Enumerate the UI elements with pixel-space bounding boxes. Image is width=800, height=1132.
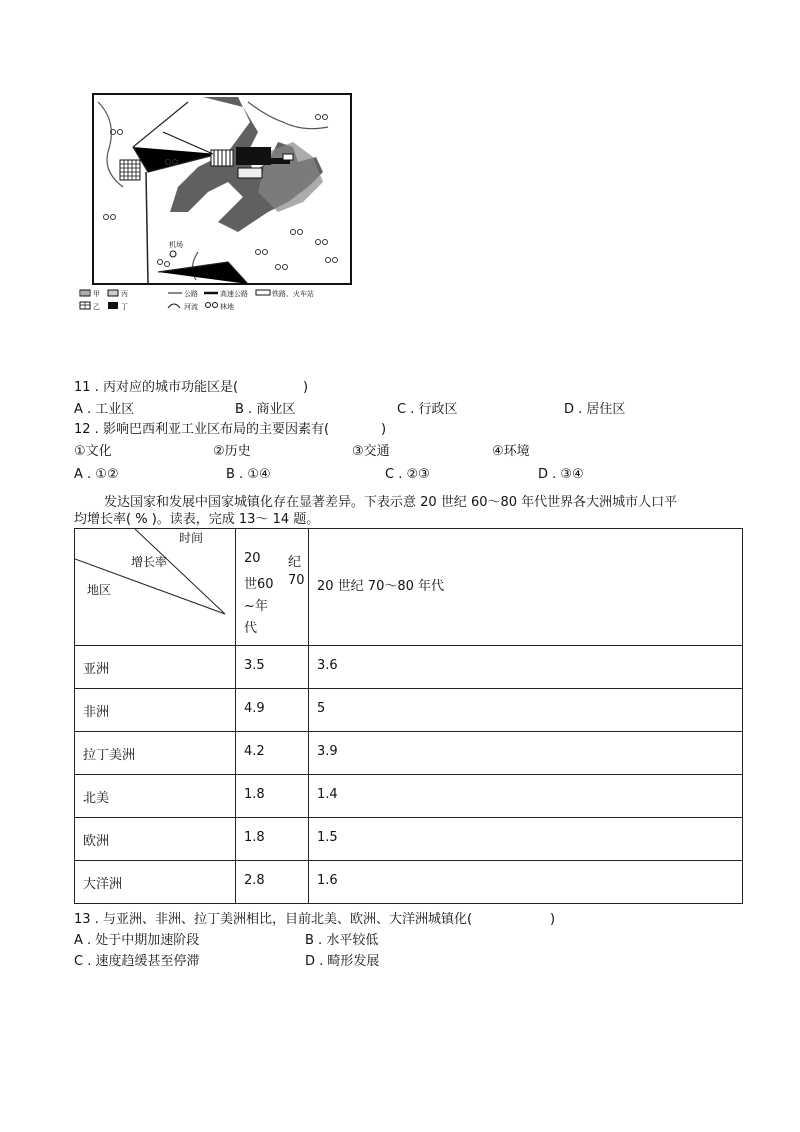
zone-ding: [236, 147, 271, 165]
legend-forest: 林地: [220, 303, 234, 311]
q12-option-c[interactable]: C . ②③: [385, 467, 430, 482]
q13-option-a[interactable]: A . 处于中期加速阶段: [74, 933, 200, 948]
value-1970s-cell: 1.6: [317, 873, 338, 888]
value-1970s-cell: 5: [317, 701, 326, 716]
header-1960s-part: 纪: [288, 555, 302, 570]
value-1960s-cell: 1.8: [244, 830, 265, 845]
table-row: [75, 775, 743, 818]
header-1960s: [236, 529, 309, 646]
q11-option-d[interactable]: D . 居住区: [564, 402, 626, 417]
q11-option-c[interactable]: C . 行政区: [397, 402, 458, 417]
airport-label: 机场: [169, 241, 183, 249]
value-1960s-cell: 4.9: [244, 701, 265, 716]
corner-time-label: 时间: [179, 531, 204, 545]
q12-option-d[interactable]: D . ③④: [538, 467, 584, 482]
value-1970s-cell: 1.5: [317, 830, 338, 845]
corner-rate-label: 增长率: [131, 555, 168, 569]
header-1960s-part: 20: [244, 551, 261, 566]
intro-line-1: 发达国家和发展中国家城镇化存在显著差异。下表示意 20 世纪 60～80 年代世界各大洲城市人口平: [104, 495, 678, 510]
q12-factor-1: ①文化: [74, 444, 112, 459]
legend-yi: 乙: [93, 303, 100, 311]
railway-station: [283, 154, 293, 160]
corner-region-label: 地区: [87, 583, 112, 597]
intro-line-2: 均增长率( % )。读表，完成 13～ 14 题。: [74, 512, 320, 527]
q11-option-b[interactable]: B . 商业区: [235, 402, 296, 417]
table-corner-cell: [75, 529, 236, 646]
region-cell: 亚洲: [83, 662, 110, 677]
q12-factor-2: ②历史: [213, 444, 251, 459]
table-row: [75, 861, 743, 904]
legend-river: 河流: [184, 303, 198, 311]
urban-growth-table: [74, 528, 743, 904]
q13-option-b[interactable]: B . 水平较低: [305, 933, 379, 948]
city-map-figure: [78, 92, 384, 322]
q13-option-c[interactable]: C . 速度趋缓甚至停滞: [74, 954, 200, 969]
q12-option-b[interactable]: B . ①④: [226, 467, 271, 482]
legend-jia: 甲: [93, 290, 100, 298]
q11-stem: 11 . 丙对应的城市功能区是( ): [74, 380, 309, 395]
q13-option-d[interactable]: D . 畸形发展: [305, 954, 380, 969]
table-row: [75, 732, 743, 775]
region-cell: 北美: [83, 791, 110, 806]
q12-factor-3: ③交通: [352, 444, 390, 459]
value-1960s-cell: 4.2: [244, 744, 265, 759]
region-cell: 非洲: [83, 705, 110, 720]
value-1970s-cell: 3.9: [317, 744, 338, 759]
value-1960s-cell: 2.8: [244, 873, 265, 888]
value-1970s-cell: 3.6: [317, 658, 338, 673]
region-cell: 欧洲: [83, 834, 110, 849]
legend-railway: 铁路、火车站: [272, 290, 314, 298]
header-1960s-part: 代: [244, 621, 258, 636]
region-cell: 拉丁美洲: [83, 748, 136, 763]
value-1960s-cell: 3.5: [244, 658, 265, 673]
legend-road: 公路: [184, 290, 198, 298]
legend-ding: 丁: [121, 303, 128, 311]
map-legend: [80, 289, 314, 311]
header-1960s-part: 世60: [244, 577, 274, 592]
header-1970s: [309, 529, 743, 646]
value-1970s-cell: 1.4: [317, 787, 338, 802]
q12-stem: 12 . 影响巴西利亚工业区布局的主要因素有( ): [74, 422, 387, 437]
header-1960s-part: ~年: [244, 599, 268, 614]
zone-yi: [120, 160, 140, 180]
q13-stem: 13 . 与亚洲、非洲、拉丁美洲相比，目前北美、欧洲、大洋洲城镇化( ): [74, 912, 556, 927]
q12-option-a[interactable]: A . ①②: [74, 467, 119, 482]
header-1960s-part: 70: [288, 573, 305, 588]
zone-bing: [238, 168, 262, 178]
value-1960s-cell: 1.8: [244, 787, 265, 802]
header-1970s-label: 20 世纪 70～80 年代: [317, 579, 445, 594]
q11-option-a[interactable]: A . 工业区: [74, 402, 135, 417]
legend-highway: 高速公路: [220, 290, 248, 298]
table-row: [75, 646, 743, 689]
region-cell: 大洋洲: [83, 877, 123, 892]
legend-bing: 丙: [121, 290, 128, 298]
q12-factor-4: ④环境: [492, 444, 530, 459]
table-row: [75, 689, 743, 732]
table-row: [75, 818, 743, 861]
